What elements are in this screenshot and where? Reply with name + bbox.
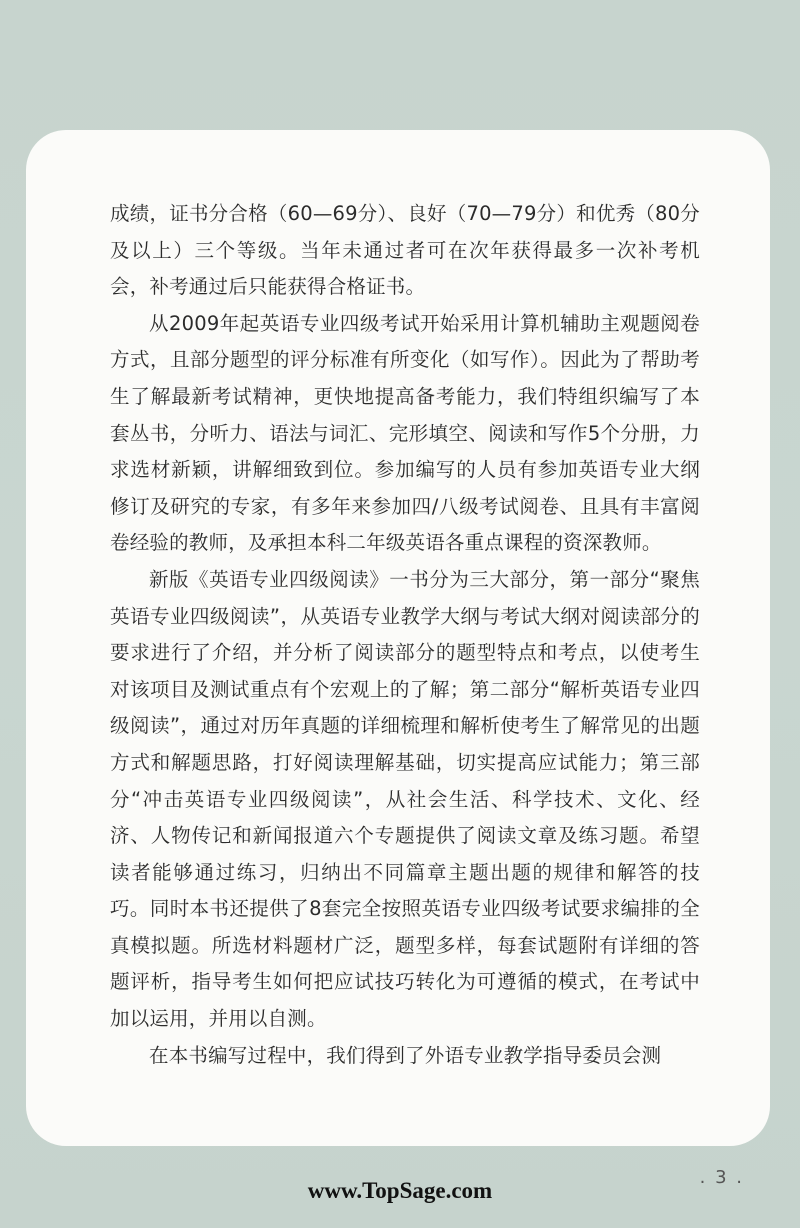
body-text (110, 196, 700, 1074)
paragraph-grades: 成绩，证书分合格（60—69分）、良好（70—79分）和优秀（80分及以上）三个等级。当年未通过者可在次年获得最多一次补考机会，补考通过后只能获得合格证书。 (110, 202, 700, 299)
paragraph-series-intro: 从2009年起英语专业四级考试开始采用计算机辅助主观题阅卷方式，且部分题型的评分标准有所变化（如写作）。因此为了帮助考生了解最新考试精神，更快地提高备考能力，我们特组织编写了本套丛书，分听力、语法与词汇、完形填空、阅读和写作5个分册，力求选材新颖，讲解细致到位。参加编写的人员有参加英语专业大纲修订及研究的专家，有多年来参加四/八级考试阅卷、且具有丰富阅卷经验的教师，及承担本科二年级英语各重点课程的资深教师。 (110, 311, 700, 555)
footer-url: www.TopSage.com (307, 1178, 493, 1203)
page-number: . 3 . (699, 1167, 744, 1188)
paragraph-book-structure: 新版《英语专业四级阅读》一书分为三大部分，第一部分“聚焦英语专业四级阅读”，从英语专业教学大纲与考试大纲对阅读部分的要求进行了介绍，并分析了阅读部分的题型特点和考点，以使考生对该项目及测试重点有个宏观上的了解；第二部分“解析英语专业四级阅读”，通过对历年真题的详细梳理和解析使考生了解常见的出题方式和解题思路，打好阅读理解基础，切实提高应试能力；第三部分“冲击英语专业四级阅读”，从社会生活、科学技术、文化、经济、人物传记和新闻报道六个专题提供了阅读文章及练习题。希望读者能够通过练习，归纳出不同篇章主题出题的规律和解答的技巧。同时本书还提供了8套完全按照英语专业四级考试要求编排的全真模拟题。所选材料题材广泛，题型多样，每套试题附有详细的答题评析，指导考生如何把应试技巧转化为可遵循的模式，在考试中加以运用，并用以自测。 (110, 567, 700, 1031)
paragraph-acknowledgement: 在本书编写过程中，我们得到了外语专业教学指导委员会测 (149, 1043, 662, 1067)
